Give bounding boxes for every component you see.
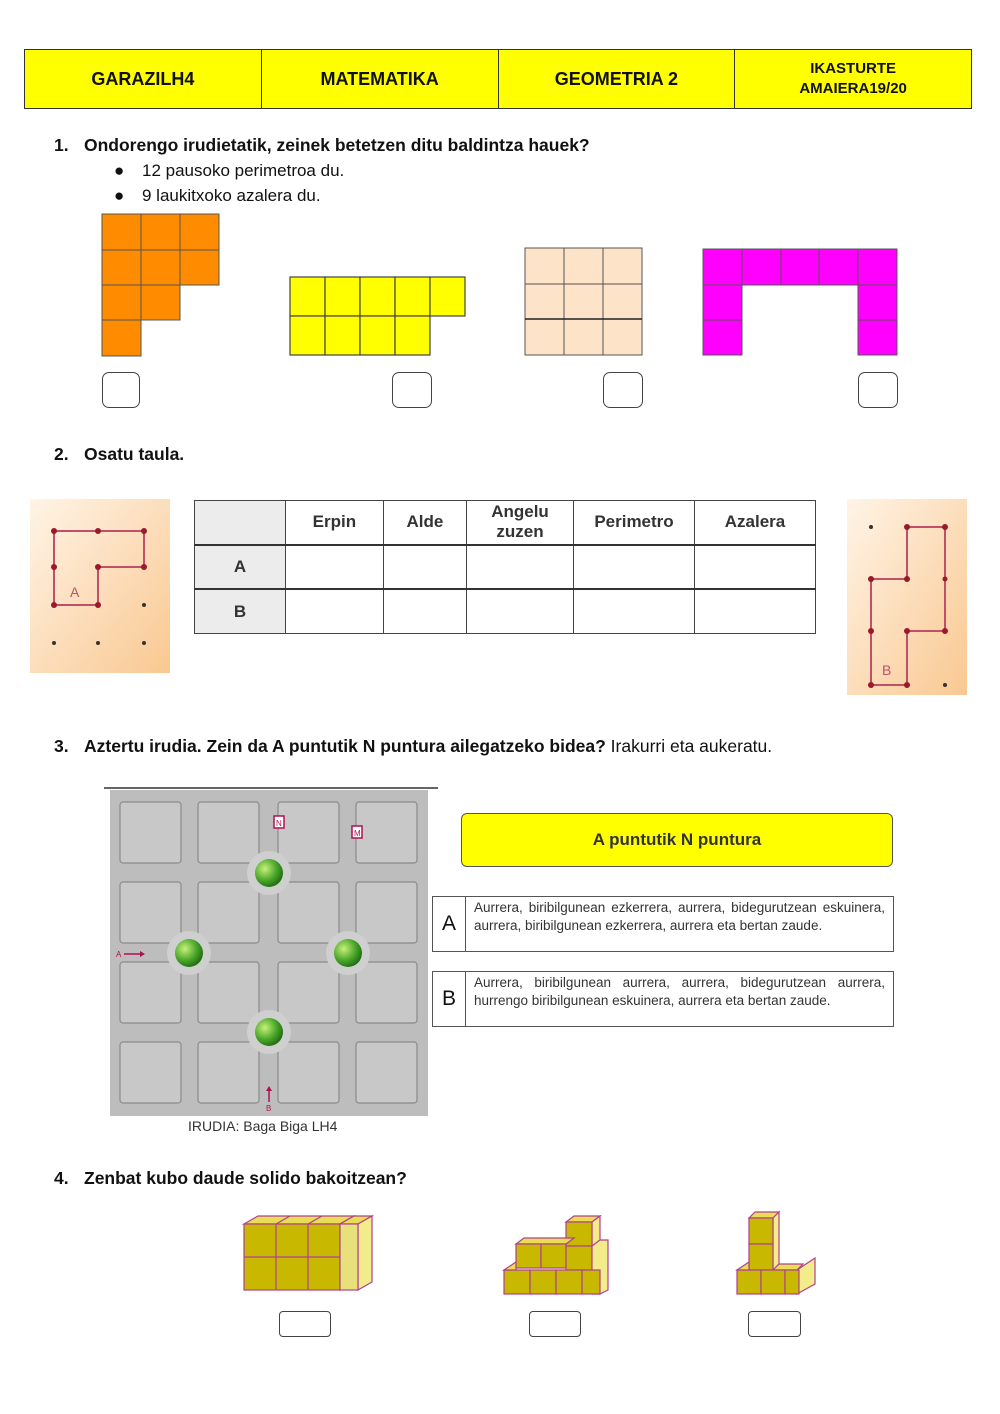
point-a-label: A [116,950,122,959]
map-caption: IRUDIA: Baga Biga LH4 [188,1118,338,1134]
column-header-azalera: Azalera [695,501,816,545]
figure-b-dot-grid [847,499,967,695]
table-cell-b-azalera[interactable] [695,589,816,633]
figure-a-dot-grid [30,499,170,673]
question-3: 3. Aztertu irudia. Zein da A puntutik N puntura ailegatzeko bidea? Irakurri eta aukeratu. [54,736,773,756]
column-header-erpin: Erpin [286,501,384,545]
row-header-b: B [195,589,286,633]
q1-bullet-1: ● 12 pausoko perimetroa du. [114,161,345,180]
table-cell-b-perimetro[interactable] [574,589,695,633]
cube-solid-3 [733,1210,819,1298]
q1-answer-box-2[interactable] [392,372,432,408]
roundabout-west [175,939,203,967]
roundabout-east [334,939,362,967]
q1-bullet-2: ● 9 laukitxoko azalera du. [114,186,321,205]
peach-square-shape [524,247,645,358]
option-b[interactable] [432,971,894,1027]
table-cell-a-perimetro[interactable] [574,545,695,589]
option-a-letter: A [433,897,466,951]
table-cell-a-alde[interactable] [383,545,466,589]
cube-solid-1 [238,1212,376,1296]
point-b-label: B [266,1104,272,1113]
yellow-rectangle-shape [288,275,468,358]
column-header-alde: Alde [383,501,466,545]
option-a-text: Aurrera, biribilgunean ezkerrera, aurrera, bidegurutzean eskuinera, aurrera, biribilgunean ezkerrera, aurrera eta bertan zaude. [474,900,885,933]
question-2: 2. Osatu taula. [54,444,185,464]
table-cell-a-erpin[interactable] [286,545,384,589]
q4-answer-box-1[interactable] [279,1311,331,1337]
roundabout-north [255,859,283,887]
option-b-letter: B [433,972,466,1026]
worksheet-header [24,49,972,109]
roundabout-south [255,1018,283,1046]
question-4: 4. Zenbat kubo daude solido bakoitzean? [54,1168,407,1188]
q4-answer-box-3[interactable] [748,1311,801,1337]
point-m-label: M [354,829,361,838]
q1-answer-box-4[interactable] [858,372,898,408]
header-subject: MATEMATIKA [262,50,499,108]
table-cell-b-alde[interactable] [383,589,466,633]
header-period: IKASTURTE AMAIERA19/20 [799,60,907,97]
figure-a-label: A [70,584,80,600]
orange-staircase-shape [100,212,222,358]
table-cell-a-azalera[interactable] [695,545,816,589]
option-b-text: Aurrera, biribilgunean aurrera, aurrera, bidegurutzean aurrera, hurrengo biribilgunean eskuinera, aurrera eta bertan zaude. [474,975,885,1008]
table-corner-cell [195,501,286,545]
column-header-angelu-zuzen: Angelu zuzen [467,501,574,545]
table-cell-b-angelu[interactable] [467,589,574,633]
q2-table [194,500,816,634]
street-map [104,786,440,1116]
table-cell-b-erpin[interactable] [286,589,384,633]
question-1: 1. Ondorengo irudietatik, zeinek betetzen ditu baldintza hauek? [54,135,590,155]
q1-answer-box-3[interactable] [603,372,643,408]
header-school: GARAZILH4 [25,50,262,108]
point-n-label: N [276,819,282,828]
row-header-a: A [195,545,286,589]
header-topic: GEOMETRIA 2 [499,50,736,108]
cube-solid-2 [500,1212,612,1298]
table-cell-a-angelu[interactable] [467,545,574,589]
q1-answer-box-1[interactable] [102,372,140,408]
magenta-arch-shape [701,247,901,358]
column-header-perimetro: Perimetro [574,501,695,545]
route-box-title: A puntutik N puntura [461,813,893,867]
figure-b-label: B [882,662,892,678]
q4-answer-box-2[interactable] [529,1311,581,1337]
option-a[interactable] [432,896,894,952]
